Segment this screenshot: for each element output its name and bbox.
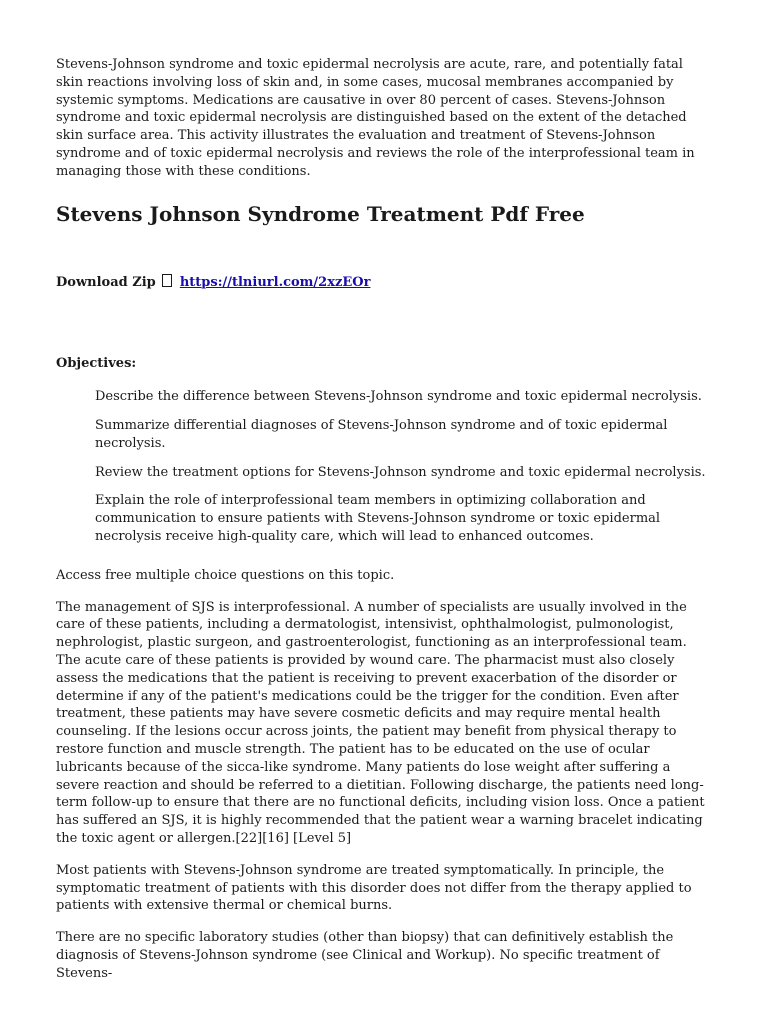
objective-item: Describe the difference between Stevens-Johnson syndrome and toxic epidermal necrolysis. xyxy=(95,389,702,405)
intro-paragraph: Stevens-Johnson syndrome and toxic epidermal necrolysis are acute, rare, and potentially fatal skin reactions involving loss of skin and, in some cases, mucosal membranes accompanied by systemic symptoms. Medications are causative in over 80 percent of cases. Stevens-Johnson syndrome and toxic epidermal necrolysis are distinguished based on the extent of the detached skin surface area. This activity illustrates the evaluation and treatment of Stevens-Johnson syndrome and of toxic epidermal necrolysis and reviews the role of the interprofessional team in managing those with these conditions. xyxy=(56,57,695,179)
download-link[interactable]: https://tlniurl.com/2xzEOr xyxy=(179,274,371,290)
symptomatic-treatment-paragraph: Most patients with Stevens-Johnson syndrome are treated symptomatically. In principle, the symptomatic treatment of patients with this disorder does not differ from the therapy applied to patients with extensive thermal or chemical burns. xyxy=(56,862,692,914)
laboratory-paragraph: There are no specific laboratory studies (other than biopsy) that can definitively establish the diagnosis of Stevens-Johnson syndrome (see Clinical and Workup). No specific treatment of Stevens- xyxy=(56,930,674,981)
objectives-heading: Objectives: xyxy=(56,356,137,372)
mcq-link-paragraph: Access free multiple choice questions on this topic. xyxy=(56,567,395,583)
download-label: Download Zip xyxy=(56,274,156,290)
management-paragraph: The management of SJS is interprofessional. A number of specialists are usually involved in the care of these patients, including a dermatologist, intensivist, ophthalmologist, pulmonologist, nephrologist, plastic surgeon, and gastroenterologist, functioning as an interprofessional team. The acute care of these patients is provided by wound care. The pharmacist must also closely assess the medications that the patient is receiving to prevent exacerbation of the disorder or determine if any of the patient's medications could be the trigger for the condition. Even after treatment, these patients may have severe cosmetic deficits and may require mental health counseling. If the lesions occur across joints, the patient may benefit from physical therapy to restore function and muscle strength. The patient has to be educated on the use of ocular lubricants because of the sicca-like syndrome. Many patients do lose weight after suffering a severe reaction and should be referred to a dietitian. Following discharge, the patients need long-term follow-up to ensure that there are no functional deficits, including vision loss. Once a patient has suffered an SJS, it is highly recommended that the patient wear a warning bracelet indicating the toxic agent or allergen.[22][16] [Level 5] xyxy=(56,599,705,846)
objective-item: Summarize differential diagnoses of Stevens-Johnson syndrome and of toxic epidermal necrolysis. xyxy=(95,417,668,451)
download-line xyxy=(56,274,714,292)
objective-item: Review the treatment options for Stevens-Johnson syndrome and toxic epidermal necrolysis. xyxy=(95,464,706,480)
objective-item: Explain the role of interprofessional team members in optimizing collaboration and communication to ensure patients with Stevens-Johnson syndrome or toxic epidermal necrolysis receive high-quality care, which will lead to enhanced outcomes. xyxy=(95,493,661,544)
arrow-glyph-icon xyxy=(162,274,172,287)
page-title: Stevens Johnson Syndrome Treatment Pdf Free xyxy=(56,201,585,226)
objectives-list xyxy=(56,388,714,546)
